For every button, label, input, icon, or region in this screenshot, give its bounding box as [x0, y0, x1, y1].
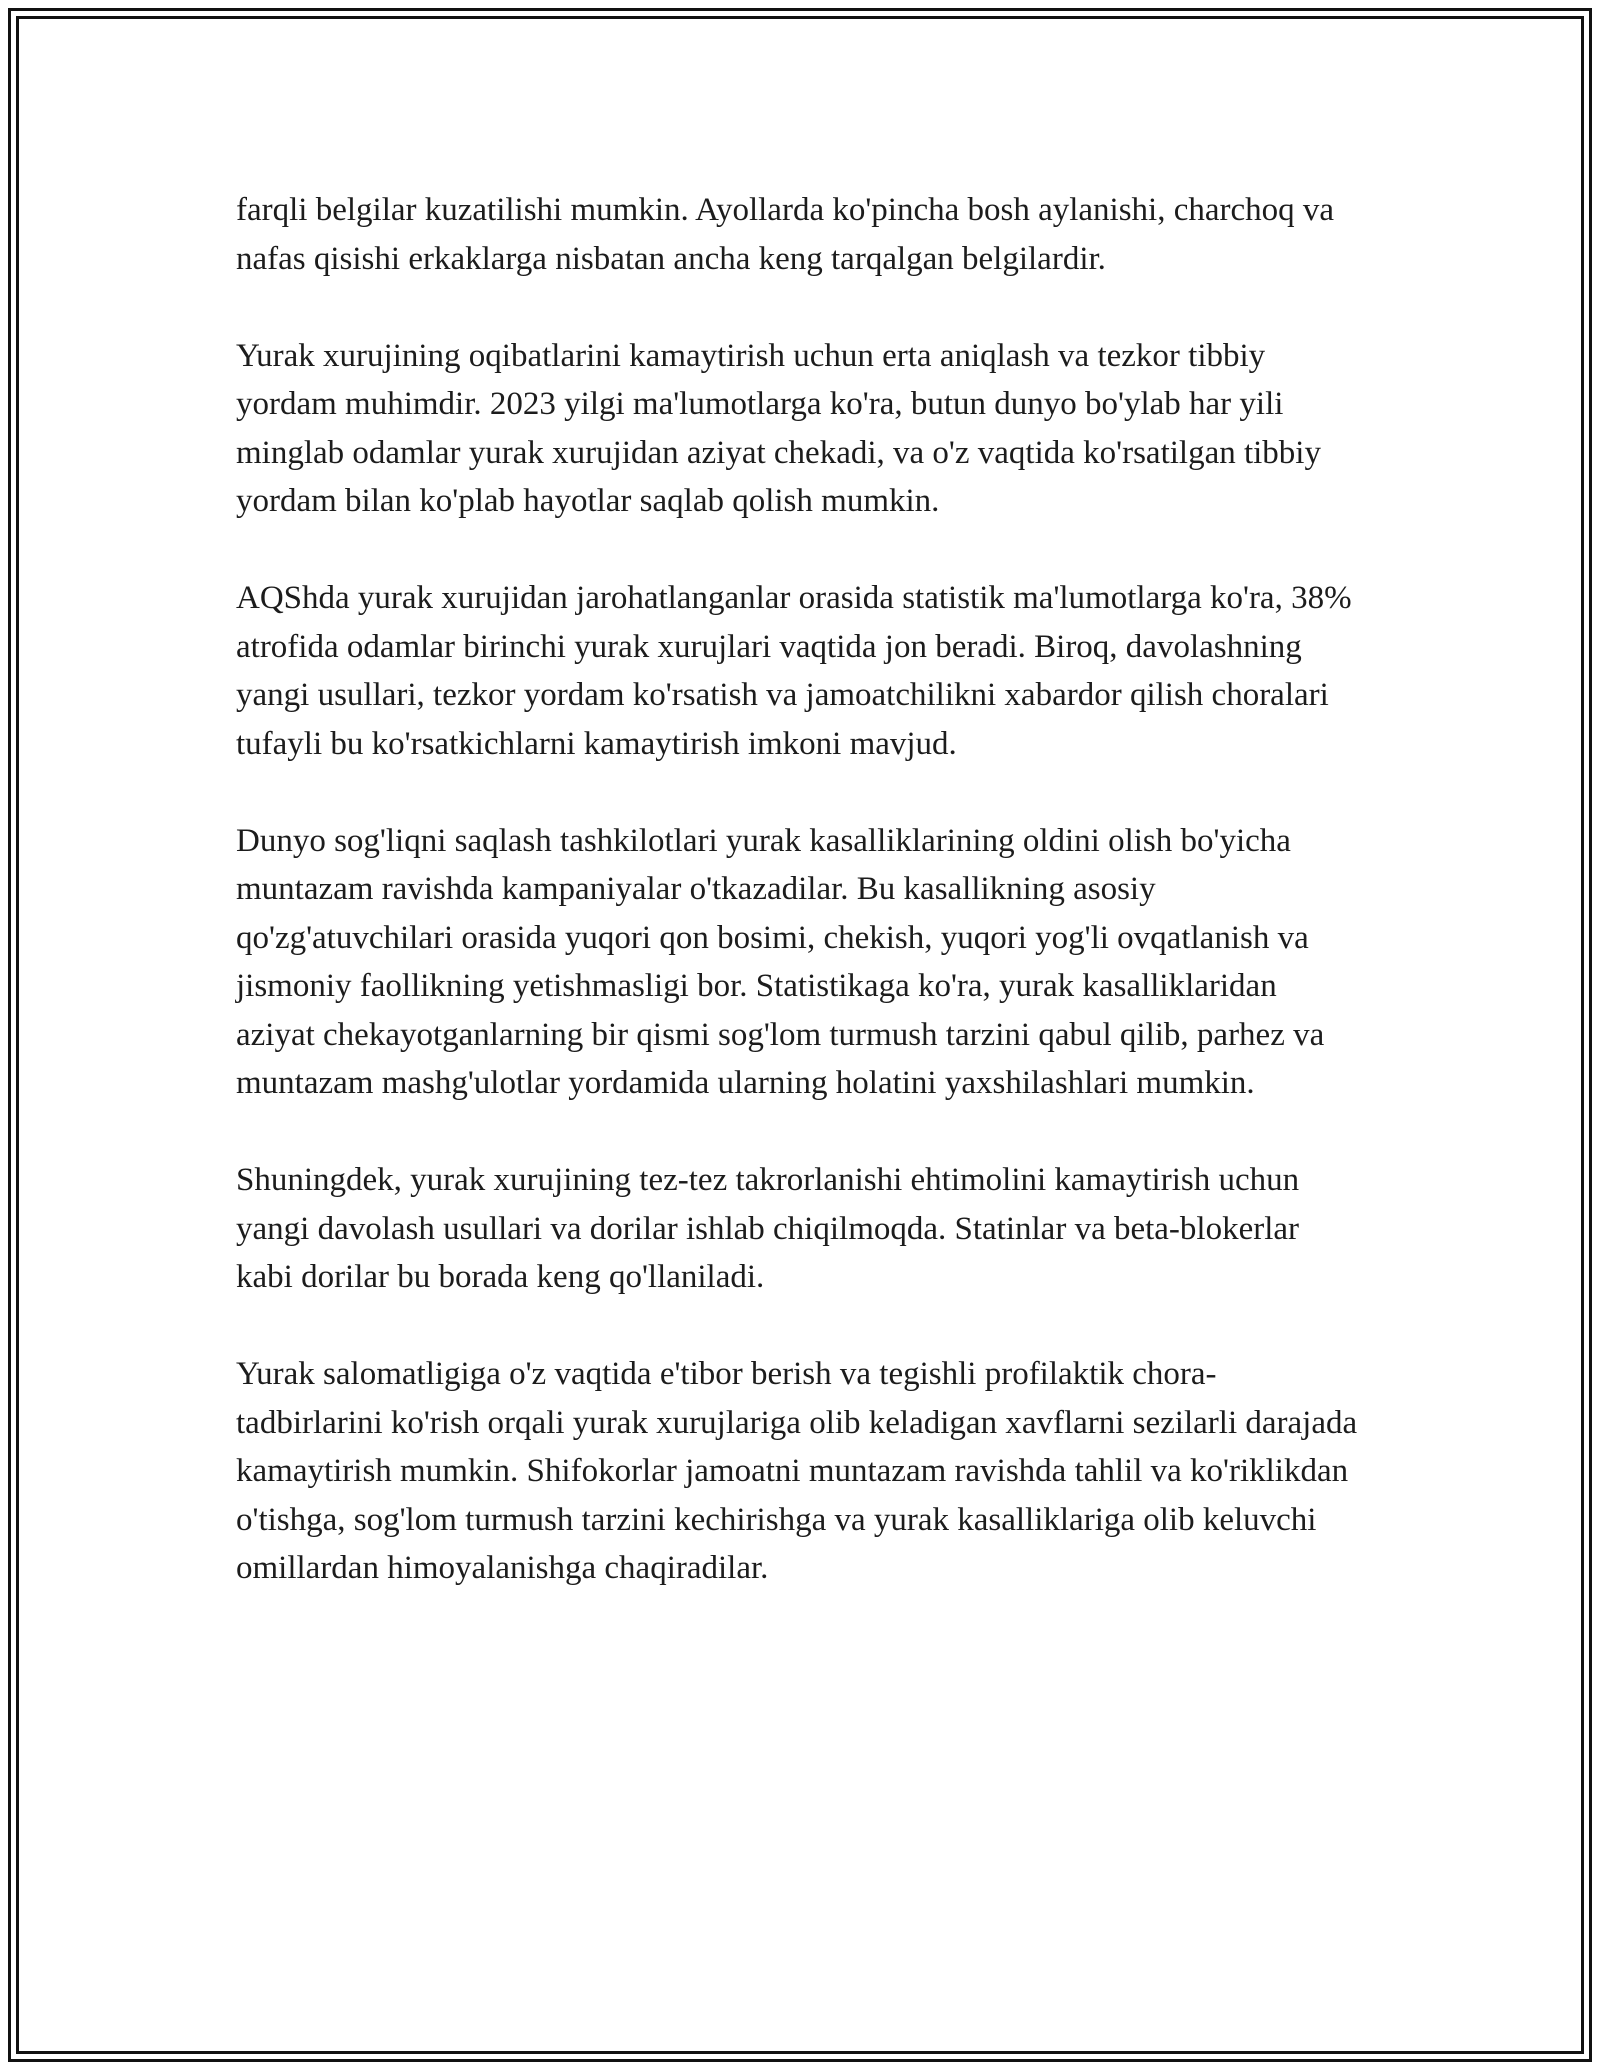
document-body	[236, 186, 1360, 1593]
paragraph-prevention-campaigns: Dunyo sog'liqni saqlash tashkilotlari yurak kasalliklarining oldini olish bo'yicha muntazam ravishda kampaniyalar o'tkazadilar. Bu kasallikning asosiy qo'zg'atuvchilari orasida yuqori qon bosimi, chekish, yuqori yog'li ovqatlanish va jismoniy faollikning yetishmasligi bor. Statistikaga ko'ra, yurak kasalliklaridan aziyat chekayotganlarning bir qismi sog'lom turmush tarzini qabul qilib, parhez va muntazam mashg'ulotlar yordamida ularning holatini yaxshilashlari mumkin.	[236, 822, 1325, 1101]
paragraph-heart-health: Yurak salomatligiga o'z vaqtida e'tibor berish va tegishli profilaktik chora-tadbirlarini ko'rish orqali yurak xurujlariga olib keladigan xavflarni sezilarli darajada kamaytirish mumkin. Shifokorlar jamoatni muntazam ravishda tahlil va ko'riklikdan o'tishga, sog'lom turmush tarzini kechirishga va yurak kasalliklariga olib keluvchi omillardan himoyalanishga chaqiradilar.	[236, 1356, 1358, 1586]
paragraph-early-detection: Yurak xurujining oqibatlarini kamaytirish uchun erta aniqlash va tezkor tibbiy yordam muhimdir. 2023 yilgi ma'lumotlarga ko'ra, butun dunyo bo'ylab har yili minglab odamlar yurak xurujidan aziyat chekadi, va o'z vaqtida ko'rsatilgan tibbiy yordam bilan ko'plab hayotlar saqlab qolish mumkin.	[236, 337, 1321, 519]
paragraph-usa-statistics: AQShda yurak xurujidan jarohatlanganlar orasida statistik ma'lumotlarga ko'ra, 38% atrofida odamlar birinchi yurak xurujlari vaqtida jon beradi. Biroq, davolashning yangi usullari, tezkor yordam ko'rsatish va jamoatchilikni xabardor qilish choralari tufayli bu ko'rsatkichlarni kamaytirish imkoni mavjud.	[236, 580, 1352, 762]
paragraph-new-treatments: Shuningdek, yurak xurujining tez-tez takrorlanishi ehtimolini kamaytirish uchun yangi davolash usullari va dorilar ishlab chiqilmoqda. Statinlar va beta-blokerlar kabi dorilar bu borada keng qo'llaniladi.	[236, 1162, 1300, 1295]
paragraph-symptoms: farqli belgilar kuzatilishi mumkin. Ayollarda ko'pincha bosh aylanishi, charchoq va nafas qisishi erkaklarga nisbatan ancha keng tarqalgan belgilardir.	[236, 192, 1335, 277]
